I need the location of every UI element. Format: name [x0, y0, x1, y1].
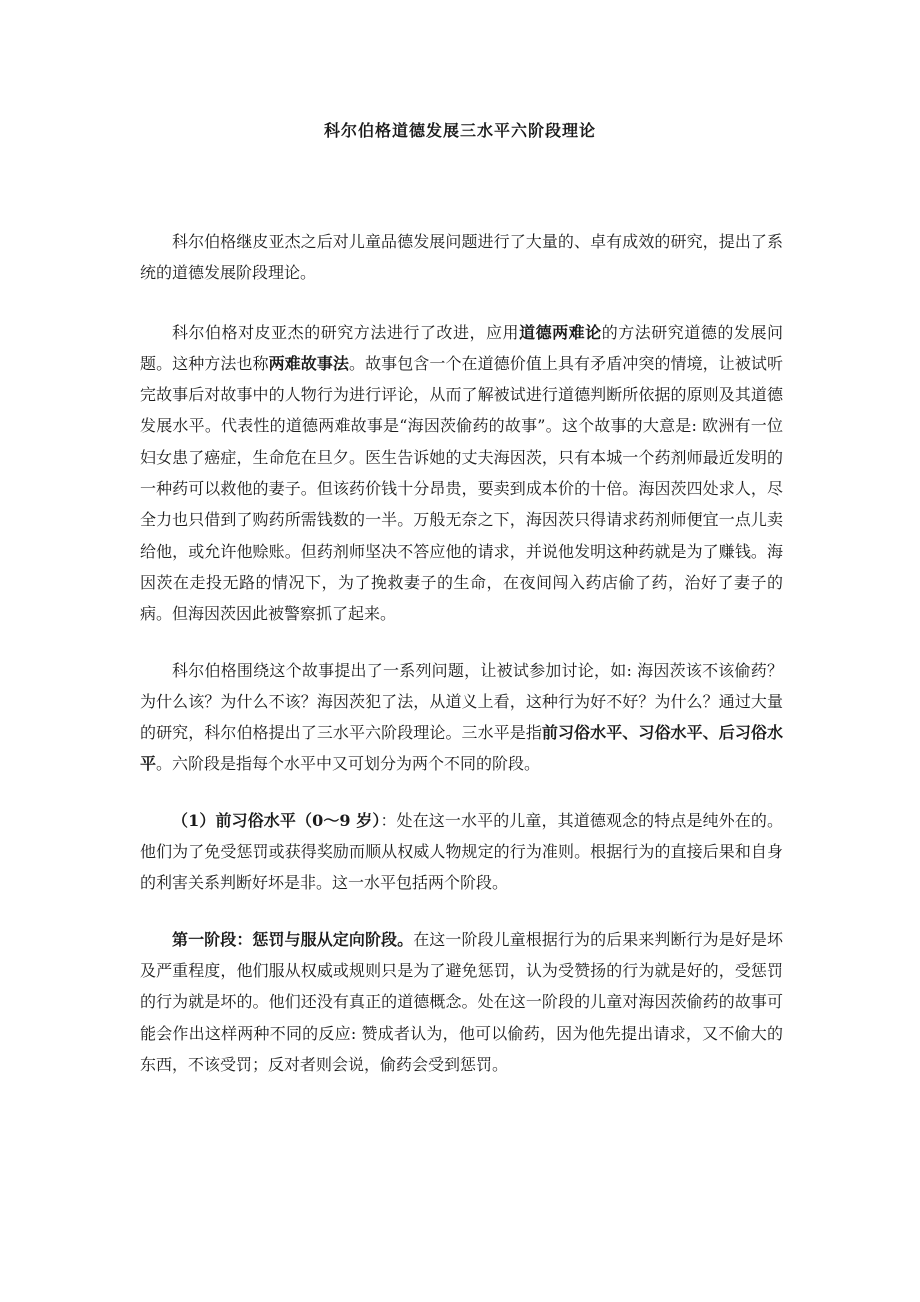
bold-term-moral-dilemma: 道德两难论 — [519, 322, 602, 342]
paragraph-text: 科尔伯格对皮亚杰的研究方法进行了改进，应用 — [172, 322, 520, 342]
document-body — [140, 226, 783, 1105]
paragraph-preconventional — [140, 805, 783, 899]
document-title: 科尔伯格道德发展三水平六阶段理论 — [323, 121, 596, 140]
bold-heading-stage-1: 第一阶段：惩罚与服从定向阶段。 — [172, 929, 414, 949]
bold-heading-level-1: （1）前习俗水平（0～9 岁） — [172, 810, 381, 830]
paragraph-method — [140, 317, 783, 630]
paragraph-text: 科尔伯格围绕这个故事提出了一系列问题，让被试参加讨论，如: 海因茨该不该偷药？为什么该？为什么不该？海因茨犯了法，从道义上看，这种行为好不好？为什么？通过大量的研究，科尔伯格提出了三水平六阶段理论。三水平是指 — [140, 660, 783, 743]
paragraph-text: 。六阶段是指每个水平中又可划分为两个不同的阶段。 — [156, 754, 541, 774]
bold-term-three-levels: 前习俗水平、习俗水平、后习俗水平 — [140, 723, 783, 774]
paragraph-text: 的方法研究道德的发展问题。这种方法也称 — [140, 322, 783, 373]
paragraph-intro: 科尔伯格继皮亚杰之后对儿童品德发展问题进行了大量的、卓有成效的研究，提出了系统的道德发展阶段理论。 — [140, 232, 783, 283]
paragraph-stage-1 — [140, 924, 783, 1080]
paragraph-text: ：处在这一水平的儿童，其道德观念的特点是纯外在的。他们为了免受惩罚或获得奖励而顺从权威人物规定的行为准则。根据行为的直接后果和自身的利害关系判断好坏是非。这一水平包括两个阶段。 — [140, 810, 783, 893]
paragraph-text: 在这一阶段儿童根据行为的后果来判断行为是好是坏及严重程度，他们服从权威或规则只是为了避免惩罚，认为受赞扬的行为就是好的，受惩罚的行为就是坏的。他们还没有真正的道德概念。处在这一阶段的儿童对海因茨偷药的故事可能会作出这样两种不同的反应: 赞成者认为，他可以偷药，因为他先提出请求，又不偷大的东西，不该受罚；反对者则会说，偷药会受到惩罚。 — [140, 929, 783, 1074]
paragraph-text: 。故事包含一个在道德价值上具有矛盾冲突的情境，让被试听完故事后对故事中的人物行为进行评论，从而了解被试进行道德判断所依据的原则及其道德发展水平。代表性的道德两难故事是“海因茨偷药的故事”。这个故事的大意是: 欧洲有一位妇女患了癌症，生命危在旦夕。医生告诉她的丈夫海因茨，只有本城一个药剂师最近发明的一种药可以救他的妻子。但该药价钱十分昂贵，要卖到成本价的十倍。海因茨四处求人，尽全力也只借到了购药所需钱数的一半。万般无奈之下，海因茨只得请求药剂师便宜一点儿卖给他，或允许他赊账。但药剂师坚决不答应他的请求，并说他发明这种药就是为了赚钱。海因茨在走投无路的情况下，为了挽救妻子的生命，在夜间闯入药店偷了药，治好了妻子的病。但海因茨因此被警察抓了起来。 — [140, 353, 783, 624]
paragraph-theory — [140, 655, 783, 780]
bold-term-dilemma-story: 两难故事法 — [268, 353, 349, 373]
